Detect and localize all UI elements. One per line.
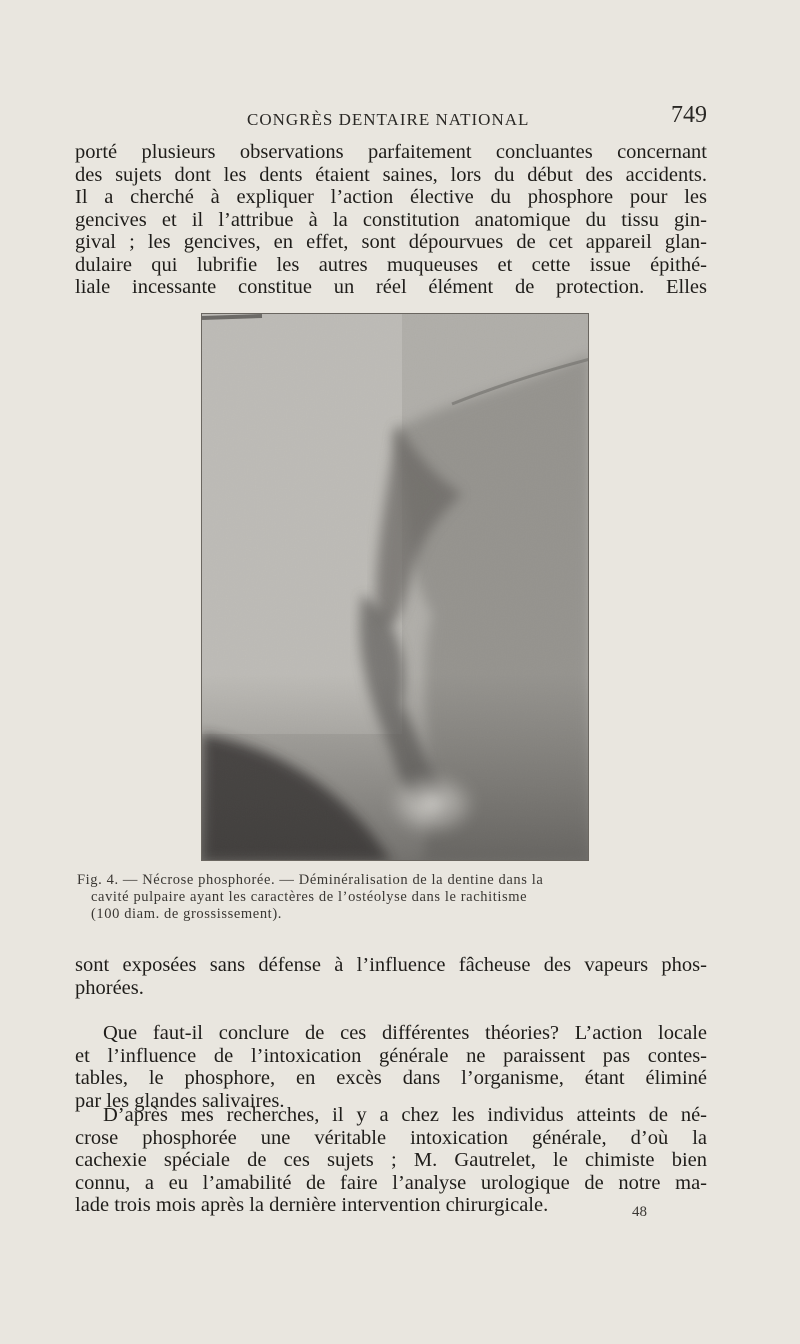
text-line: et l’influence de l’intoxication générale ne paraissent pas contes-	[75, 1044, 707, 1067]
running-title: CONGRÈS DENTAIRE NATIONAL	[247, 110, 530, 129]
paragraph-4	[75, 1104, 707, 1217]
text-line: Que faut-il conclure de ces différentes théories? L’action locale	[103, 1022, 707, 1044]
text-line: D’après mes recherches, il y a chez les individus atteints de né-	[103, 1104, 707, 1126]
text-line: crose phosphorée une véritable intoxication générale, d’où la	[75, 1126, 707, 1149]
text-line: liale incessante constitue un réel élément de protection. Elles	[75, 276, 707, 298]
text-line: tables, le phosphore, en excès dans l’organisme, étant éliminé	[75, 1067, 707, 1089]
text-line: sont exposées sans défense à l’influence fâcheuse des vapeurs phos-	[75, 954, 707, 976]
paragraph-3	[75, 1022, 707, 1112]
text-line: cachexie spéciale de ces sujets ; M. Gautrelet, le chimiste bien	[75, 1149, 707, 1171]
text-line: Il a cherché à expliquer l’action élective du phosphore pour les	[75, 186, 707, 208]
figure-caption	[77, 872, 709, 923]
text-line: phorées.	[75, 976, 144, 999]
caption-line: (100 diam. de grossissement).	[91, 906, 282, 922]
text-line: dulaire qui lubrifie les autres muqueuses et cette issue épithé-	[75, 253, 707, 276]
text-line: lade trois mois après la dernière intervention chirurgicale.	[75, 1194, 549, 1216]
paragraph-1	[75, 141, 707, 299]
text-line: par les glandes salivaires.	[75, 1089, 285, 1112]
text-line: connu, a eu l’amabilité de faire l’analyse urologique de notre ma-	[75, 1171, 707, 1194]
micrograph-image	[202, 314, 589, 861]
signature-mark: 48	[632, 1204, 647, 1220]
caption-line: cavité pulpaire ayant les caractères de l’ostéolyse dans le rachitisme	[91, 889, 528, 905]
text-line: gencives et il l’attribue à la constitution anatomique du tissu gin-	[75, 208, 707, 231]
text-line: des sujets dont les dents étaient saines, lors du début des accidents.	[75, 163, 707, 186]
running-header	[75, 100, 707, 134]
paragraph-2	[75, 954, 707, 999]
caption-line: Fig. 4. — Nécrose phosphorée. — Déminéralisation de la dentine dans la	[77, 872, 544, 888]
micrograph-figure	[201, 313, 589, 861]
text-line: porté plusieurs observations parfaitement concluantes concernant	[75, 141, 707, 163]
page-number: 749	[671, 102, 707, 128]
text-line: gival ; les gencives, en effet, sont dépourvues de cet appareil glan-	[75, 231, 707, 253]
